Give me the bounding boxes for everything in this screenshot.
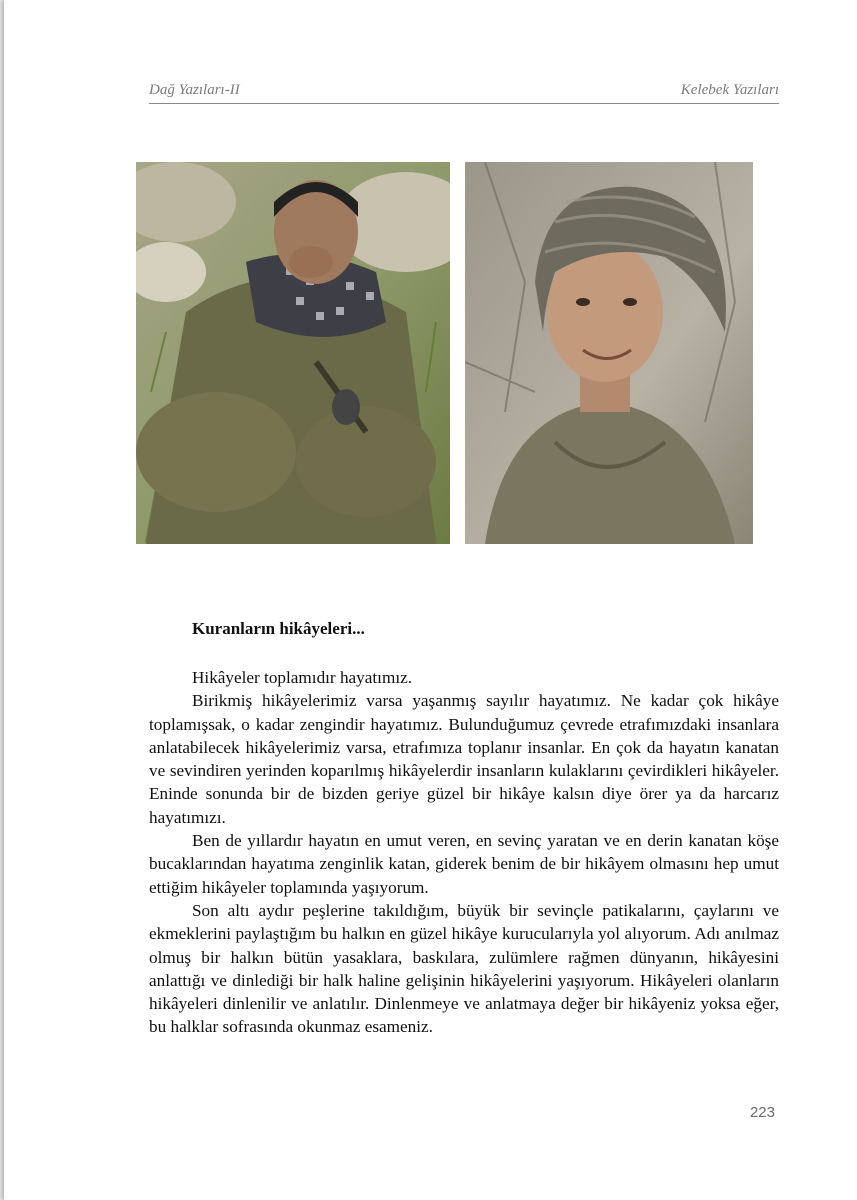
page-number: 223 [749, 1104, 775, 1121]
book-page [4, 0, 857, 1200]
paragraph: Son altı aydır peşlerine takıldığım, büyük bir sevinçle patikalarını, çaylarını ve ekmeklerini paylaştığım bu halkın en güzel hikâye kurucularıyla yol alıyorum. Adı anılmaz olmuş bir halkın bütün yasaklara, baskılara, zulümlere rağmen dünyanın, hikâyesini anlattığı ve dinlediği bir halk haline gelişinin hikâyelerini yaşıyorum. Hikâyeleri olanların hikâyeleri dinlenilir ve anlatılır. Dinlenmeye ve anlatmaya değer bir hikâyeniz yoksa eğer, bu halklar sofrasında okunmaz esameniz. [149, 900, 779, 1037]
paragraph: Ben de yıllardır hayatın en umut veren, en sevinç yaratan ve en derin kanatan köşe bucaklarından hayatıma zenginlik katan, giderek benim de bir hikâyem olmasını hep umut ettiğim hikâyeler toplamında yaşıyorum. [149, 831, 779, 897]
photo-woman-smiling [465, 162, 753, 544]
header-chapter-title: Kelebek Yazıları [680, 82, 779, 98]
header-book-title: Dağ Yazıları-II [149, 82, 240, 98]
paragraph: Hikâyeler toplamıdır hayatımız. [192, 668, 413, 687]
section-title: Kuranların hikâyeleri... [192, 619, 365, 638]
body-text [149, 666, 779, 1039]
header-rule [149, 103, 779, 104]
photo-man-seated [136, 162, 450, 544]
paragraph: Birikmiş hikâyelerimiz varsa yaşanmış sayılır hayatımız. Ne kadar çok hikâye toplamışsak, o kadar zengindir hayatımız. Bulunduğumuz çevrede etrafımızdaki insanlara anlatabilecek hikâyelerimiz varsa, etrafımıza toplanır insanlar. En çok da hayatın kanatan ve sevindiren yerinden koparılmış hikâyelerdir insanların kulaklarını çevirdikleri hikâyeler. Eninde sonunda bir de bizden geriye güzel bir hikâye kalsın diye örer ya da harcarız hayatımızı. [149, 691, 779, 827]
